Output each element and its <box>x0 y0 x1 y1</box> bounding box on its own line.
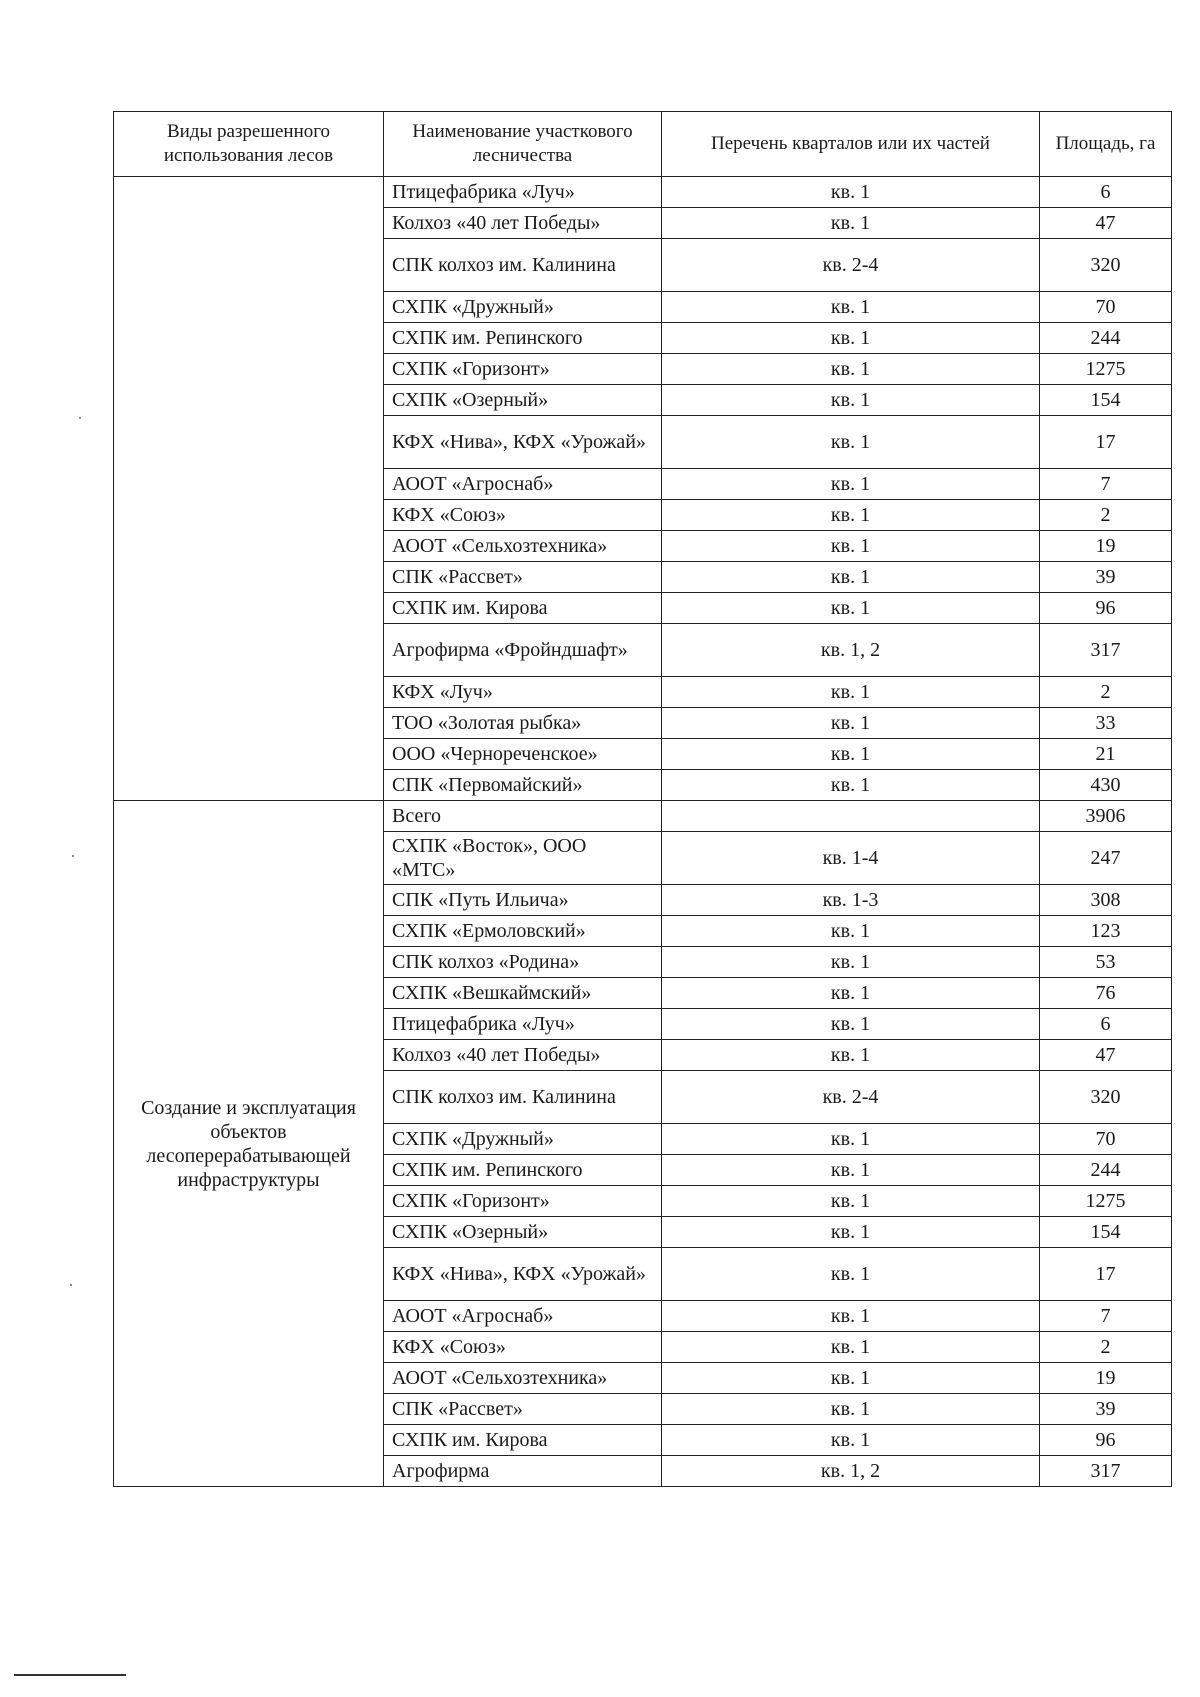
quarters-cell: кв. 1 <box>662 916 1040 947</box>
forestry-name-cell: СХПК «Дружный» <box>384 292 662 323</box>
area-cell: 6 <box>1040 177 1172 208</box>
forestry-name-cell: СХПК им. Кирова <box>384 1425 662 1456</box>
area-cell: 39 <box>1040 1394 1172 1425</box>
forestry-name-cell: СХПК «Дружный» <box>384 1124 662 1155</box>
quarters-cell: кв. 1, 2 <box>662 1456 1040 1487</box>
area-cell: 70 <box>1040 292 1172 323</box>
table-row <box>114 801 1172 832</box>
table-body <box>114 177 1172 1487</box>
forestry-name-cell: ТОО «Золотая рыбка» <box>384 708 662 739</box>
quarters-cell: кв. 1 <box>662 677 1040 708</box>
quarters-cell: кв. 1 <box>662 1332 1040 1363</box>
quarters-cell: кв. 1 <box>662 292 1040 323</box>
quarters-cell: кв. 1 <box>662 739 1040 770</box>
forestry-name-cell: СХПК им. Репинского <box>384 323 662 354</box>
area-cell: 320 <box>1040 239 1172 292</box>
quarters-cell: кв. 1 <box>662 1155 1040 1186</box>
forestry-name-cell: КФХ «Луч» <box>384 677 662 708</box>
quarters-cell: кв. 1 <box>662 531 1040 562</box>
quarters-cell: кв. 1 <box>662 385 1040 416</box>
forestry-name-cell: СХПК «Ермоловский» <box>384 916 662 947</box>
forestry-name-cell: СХПК «Вешкаймский» <box>384 978 662 1009</box>
forestry-name-cell: СПК «Рассвет» <box>384 562 662 593</box>
forestry-name-cell: СПК «Путь Ильича» <box>384 885 662 916</box>
quarters-cell: кв. 1 <box>662 469 1040 500</box>
area-cell: 19 <box>1040 531 1172 562</box>
area-cell: 244 <box>1040 1155 1172 1186</box>
area-cell: 3906 <box>1040 801 1172 832</box>
area-cell: 2 <box>1040 677 1172 708</box>
table-header-row <box>114 112 1172 177</box>
quarters-cell: кв. 1 <box>662 500 1040 531</box>
forestry-name-cell: АООТ «Агроснаб» <box>384 1301 662 1332</box>
forestry-name-cell: Птицефабрика «Луч» <box>384 177 662 208</box>
quarters-cell: кв. 1-3 <box>662 885 1040 916</box>
quarters-cell: кв. 1 <box>662 1040 1040 1071</box>
area-cell: 430 <box>1040 770 1172 801</box>
forest-use-table <box>113 111 1172 1487</box>
use-type-cell <box>114 177 384 801</box>
header-quarters: Перечень кварталов или их частей <box>662 112 1040 177</box>
area-cell: 2 <box>1040 1332 1172 1363</box>
use-type-cell: Создание и эксплуатация объектов лесоперерабатывающей инфраструктуры <box>114 801 384 1487</box>
forestry-name-cell: Агрофирма «Фройндшафт» <box>384 624 662 677</box>
quarters-cell: кв. 1 <box>662 1124 1040 1155</box>
quarters-cell: кв. 1, 2 <box>662 624 1040 677</box>
header-area: Площадь, га <box>1040 112 1172 177</box>
quarters-cell: кв. 1 <box>662 770 1040 801</box>
quarters-cell: кв. 1 <box>662 593 1040 624</box>
quarters-cell: кв. 1 <box>662 354 1040 385</box>
area-cell: 76 <box>1040 978 1172 1009</box>
forestry-name-cell: СПК колхоз им. Калинина <box>384 239 662 292</box>
forestry-name-cell: АООТ «Сельхозтехника» <box>384 531 662 562</box>
margin-mark <box>70 1284 72 1286</box>
quarters-cell: кв. 1-4 <box>662 832 1040 885</box>
area-cell: 47 <box>1040 1040 1172 1071</box>
area-cell: 96 <box>1040 593 1172 624</box>
area-cell: 317 <box>1040 1456 1172 1487</box>
forestry-name-cell: Колхоз «40 лет Победы» <box>384 208 662 239</box>
quarters-cell: кв. 1 <box>662 1248 1040 1301</box>
area-cell: 308 <box>1040 885 1172 916</box>
area-cell: 317 <box>1040 624 1172 677</box>
area-cell: 33 <box>1040 708 1172 739</box>
area-cell: 2 <box>1040 500 1172 531</box>
quarters-cell: кв. 1 <box>662 978 1040 1009</box>
quarters-cell <box>662 801 1040 832</box>
area-cell: 19 <box>1040 1363 1172 1394</box>
forestry-name-cell: СПК «Первомайский» <box>384 770 662 801</box>
forestry-name-cell: КФХ «Союз» <box>384 1332 662 1363</box>
quarters-cell: кв. 2-4 <box>662 239 1040 292</box>
header-use-type: Виды разрешенного использования лесов <box>114 112 384 177</box>
area-cell: 247 <box>1040 832 1172 885</box>
header-forestry-name: Наименование участкового лесничества <box>384 112 662 177</box>
quarters-cell: кв. 1 <box>662 208 1040 239</box>
quarters-cell: кв. 1 <box>662 1009 1040 1040</box>
forestry-name-cell: СПК колхоз «Родина» <box>384 947 662 978</box>
forestry-name-cell: ООО «Чернореченское» <box>384 739 662 770</box>
area-cell: 6 <box>1040 1009 1172 1040</box>
forestry-name-cell: КФХ «Нива», КФХ «Урожай» <box>384 416 662 469</box>
quarters-cell: кв. 1 <box>662 416 1040 469</box>
quarters-cell: кв. 1 <box>662 1425 1040 1456</box>
forestry-name-cell: СХПК «Горизонт» <box>384 354 662 385</box>
quarters-cell: кв. 1 <box>662 1217 1040 1248</box>
quarters-cell: кв. 1 <box>662 177 1040 208</box>
forestry-name-cell: СХПК «Озерный» <box>384 1217 662 1248</box>
forestry-name-cell: КФХ «Союз» <box>384 500 662 531</box>
area-cell: 1275 <box>1040 1186 1172 1217</box>
quarters-cell: кв. 1 <box>662 323 1040 354</box>
table-row <box>114 177 1172 208</box>
quarters-cell: кв. 1 <box>662 562 1040 593</box>
area-cell: 154 <box>1040 1217 1172 1248</box>
forestry-name-cell: Агрофирма <box>384 1456 662 1487</box>
forestry-name-cell: СХПК «Горизонт» <box>384 1186 662 1217</box>
forestry-name-cell: Птицефабрика «Луч» <box>384 1009 662 1040</box>
area-cell: 70 <box>1040 1124 1172 1155</box>
area-cell: 154 <box>1040 385 1172 416</box>
area-cell: 39 <box>1040 562 1172 593</box>
area-cell: 7 <box>1040 469 1172 500</box>
area-cell: 53 <box>1040 947 1172 978</box>
area-cell: 47 <box>1040 208 1172 239</box>
area-cell: 123 <box>1040 916 1172 947</box>
quarters-cell: кв. 1 <box>662 1301 1040 1332</box>
quarters-cell: кв. 2-4 <box>662 1071 1040 1124</box>
forestry-name-cell: КФХ «Нива», КФХ «Урожай» <box>384 1248 662 1301</box>
footnote-separator <box>14 1674 126 1676</box>
margin-mark <box>72 855 74 857</box>
forestry-name-cell: Всего <box>384 801 662 832</box>
quarters-cell: кв. 1 <box>662 1394 1040 1425</box>
area-cell: 21 <box>1040 739 1172 770</box>
forestry-name-cell: СХПК «Восток», ООО «МТС» <box>384 832 662 885</box>
forestry-name-cell: СПК колхоз им. Калинина <box>384 1071 662 1124</box>
area-cell: 320 <box>1040 1071 1172 1124</box>
forestry-name-cell: СПК «Рассвет» <box>384 1394 662 1425</box>
forestry-name-cell: Колхоз «40 лет Победы» <box>384 1040 662 1071</box>
forestry-name-cell: СХПК «Озерный» <box>384 385 662 416</box>
forestry-name-cell: АООТ «Агроснаб» <box>384 469 662 500</box>
forestry-name-cell: СХПК им. Репинского <box>384 1155 662 1186</box>
quarters-cell: кв. 1 <box>662 1363 1040 1394</box>
forestry-name-cell: СХПК им. Кирова <box>384 593 662 624</box>
margin-mark <box>79 417 81 419</box>
area-cell: 17 <box>1040 1248 1172 1301</box>
area-cell: 244 <box>1040 323 1172 354</box>
quarters-cell: кв. 1 <box>662 708 1040 739</box>
area-cell: 1275 <box>1040 354 1172 385</box>
area-cell: 7 <box>1040 1301 1172 1332</box>
area-cell: 17 <box>1040 416 1172 469</box>
quarters-cell: кв. 1 <box>662 1186 1040 1217</box>
quarters-cell: кв. 1 <box>662 947 1040 978</box>
area-cell: 96 <box>1040 1425 1172 1456</box>
forestry-name-cell: АООТ «Сельхозтехника» <box>384 1363 662 1394</box>
